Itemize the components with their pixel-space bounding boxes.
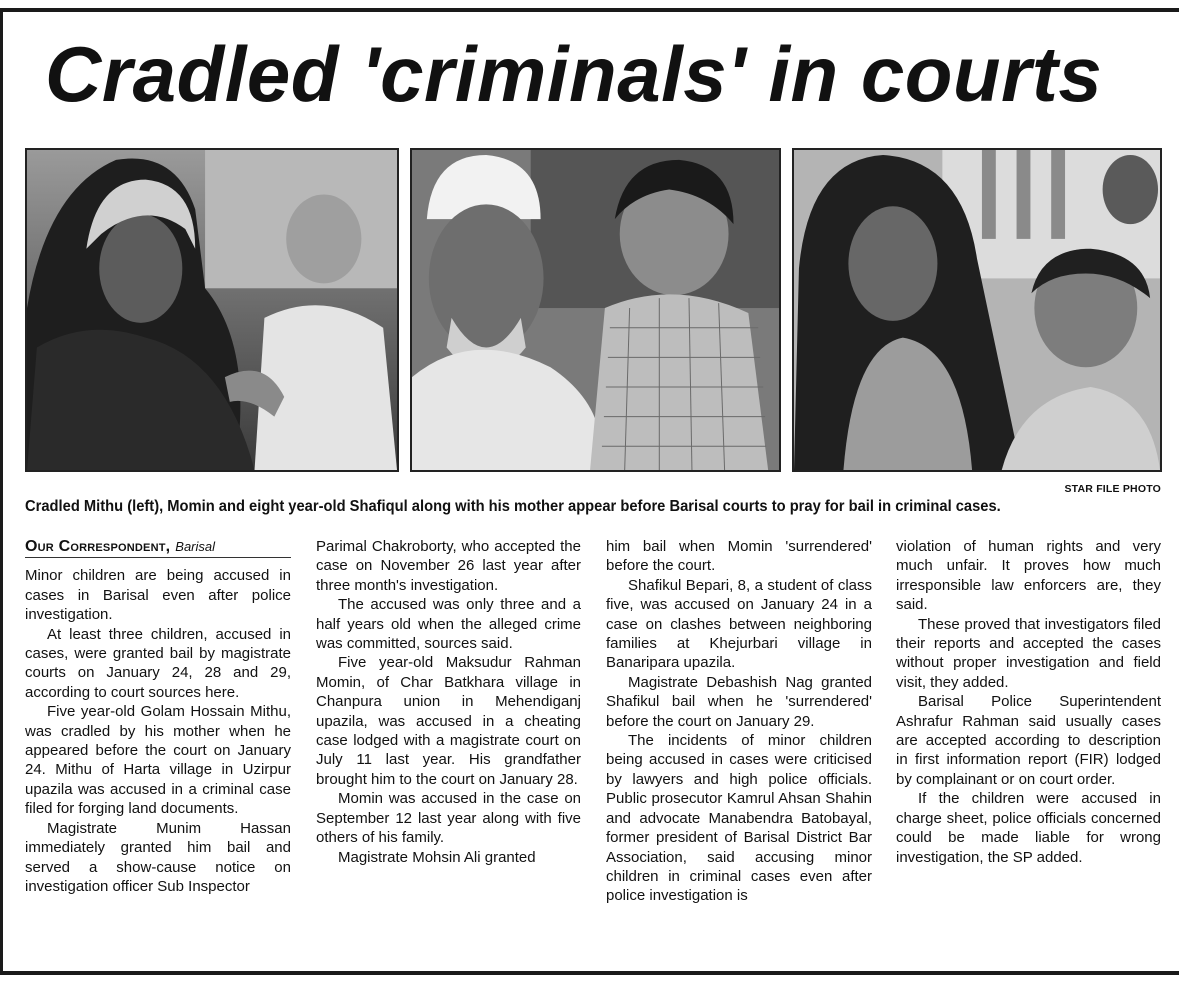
paragraph: These proved that investigators filed their reports and accepted the cases without proper investigation and field visit, they added. — [896, 615, 1161, 691]
paragraph: violation of human rights and very much unfair. It proves how much irresponsible law enforcers are, they said. — [896, 538, 1161, 614]
byline-location: Barisal — [175, 539, 216, 554]
paragraph: Minor children are being accused in cases in Barisal even after police investigation. — [25, 567, 291, 624]
paragraph: At least three children, accused in cases, were granted bail by magistrate courts on January 24, 28 and 29, according to court sources here. — [25, 625, 291, 701]
byline-author: Our Correspondent, — [25, 538, 171, 555]
article-column-2 — [316, 537, 581, 867]
paragraph: Parimal Chakroborty, who accepted the case on November 26 last year after three month's investigation. — [316, 538, 581, 594]
article-column-3 — [606, 537, 872, 906]
headline: Cradled 'criminals' in courts — [45, 30, 1103, 118]
photo-caption: Cradled Mithu (left), Momin and eight year-old Shafiqul along with his mother appear before Barisal courts to pray for bail in criminal cases. — [25, 498, 1001, 515]
paragraph: Magistrate Debashish Nag granted Shafikul bail when he 'surrendered' before the court on January 29. — [606, 673, 872, 730]
photo-shafiqul-and-mother — [792, 148, 1162, 472]
paragraph: The incidents of minor children being accused in cases were criticised by lawyers and high police officials. Public prosecutor Kamrul Ahsan Shahin and advocate Manabendra Batobayal, former president of Barisal District Bar Association, said accusing minor children in criminal cases even after police investigation is — [606, 732, 872, 905]
paragraph: If the children were accused in charge sheet, police officials concerned could be made liable for wrong investigation, the SP added. — [896, 790, 1161, 866]
page-frame-left-rule — [0, 8, 3, 975]
paragraph: Five year-old Maksudur Rahman Momin, of Char Batkhara village in Chanpura union in Mehendiganj upazila, was accused in a cheating case lodged with a magistrate court on July 11 last year. His grandfather brought him to the court on January 28. — [316, 654, 581, 788]
paragraph: Momin was accused in the case on September 12 last year along with five others of his family. — [316, 790, 581, 847]
paragraph: Barisal Police Superintendent Ashrafur Rahman said usually cases are accepted according to description in first information report (FIR) lodged by complainant or on court order. — [896, 693, 1161, 788]
article-column-4 — [896, 537, 1161, 867]
photo-momin-and-grandfather — [410, 148, 781, 472]
photo-mithu-and-mother — [25, 148, 399, 472]
paragraph: him bail when Momin 'surrendered' before the court. — [606, 538, 872, 575]
paragraph: Magistrate Munim Hassan immediately granted him bail and served a show-cause notice on investigation officer Sub Inspector — [25, 819, 291, 895]
article-column-1 — [25, 537, 291, 896]
byline — [25, 537, 291, 558]
photo-credit: STAR FILE PHOTO — [1064, 483, 1161, 495]
paragraph: Five year-old Golam Hossain Mithu, was cradled by his mother when he appeared before the court on January 24. Mithu of Harta village in Uzirpur upazila was accused in a criminal case filed for forging land documents. — [25, 703, 291, 818]
paragraph: Magistrate Mohsin Ali granted — [338, 848, 536, 866]
paragraph: The accused was only three and a half years old when the alleged crime was committed, sources said. — [316, 596, 581, 653]
paragraph: Shafikul Bepari, 8, a student of class five, was accused on January 24 in a case on clashes between neighboring families at Khejurbari village in Banaripara upazila. — [606, 576, 872, 672]
